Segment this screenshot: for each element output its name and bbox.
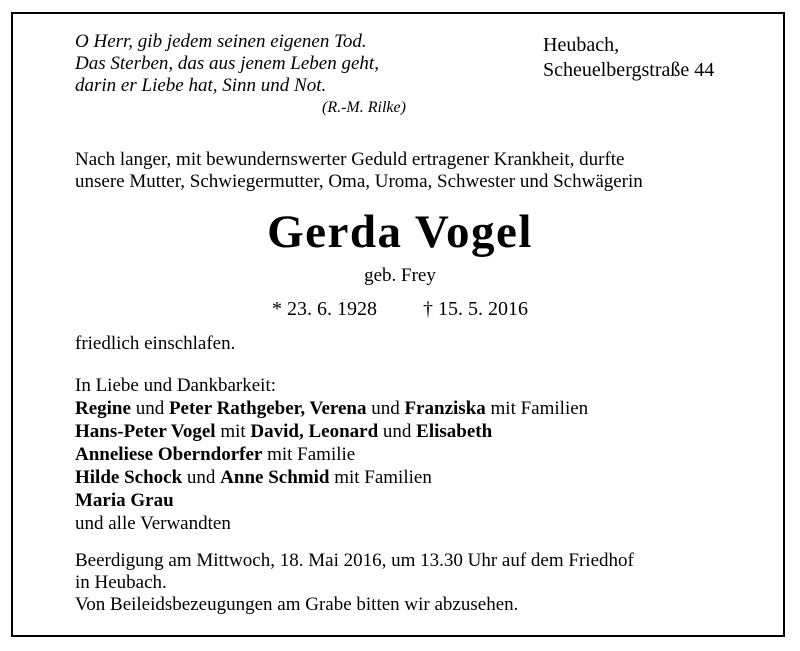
poem-line: Das Sterben, das aus jenem Leben geht,: [75, 53, 379, 74]
birth-date: * 23. 6. 1928: [272, 298, 377, 320]
closing-text: friedlich einschlafen.: [75, 333, 236, 354]
funeral-line: Von Beileidsbezeugungen am Grabe bitten wir abzusehen.: [75, 594, 519, 615]
poem-author: (R.-M. Rilke): [322, 99, 406, 116]
address-street: Scheuelbergstraße 44: [543, 59, 715, 81]
funeral-info: [75, 550, 634, 616]
mourner-line: Regine und Peter Rathgeber, Verena und Franziska mit Familien: [75, 398, 589, 419]
address: [543, 33, 714, 83]
maiden-name: geb. Frey: [364, 265, 436, 286]
mourner-line: Anneliese Oberndorfer mit Familie: [75, 444, 356, 465]
mourner-line: Hilde Schock und Anne Schmid mit Familien: [75, 467, 432, 488]
funeral-line: in Heubach.: [75, 572, 167, 593]
poem: [75, 31, 379, 97]
mourner-line: Hans-Peter Vogel mit David, Leonard und Elisabeth: [75, 421, 493, 442]
mourner-line: Maria Grau: [75, 490, 174, 511]
death-date: † 15. 5. 2016: [423, 298, 528, 320]
mourner-line: und alle Verwandten: [75, 513, 231, 534]
life-dates: [0, 298, 800, 321]
intro-text: [75, 149, 643, 193]
mourners-heading: In Liebe und Dankbarkeit:: [75, 375, 277, 396]
deceased-name: Gerda Vogel: [267, 206, 533, 258]
mourners-list: [75, 374, 588, 535]
funeral-line: Beerdigung am Mittwoch, 18. Mai 2016, um 13.30 Uhr auf dem Friedhof: [75, 550, 634, 571]
poem-line: O Herr, gib jedem seinen eigenen Tod.: [75, 31, 367, 52]
address-city: Heubach,: [543, 34, 620, 56]
intro-line: Nach langer, mit bewundernswerter Geduld ertragener Krankheit, durfte: [75, 149, 625, 170]
poem-line: darin er Liebe hat, Sinn und Not.: [75, 75, 327, 96]
intro-line: unsere Mutter, Schwiegermutter, Oma, Uroma, Schwester und Schwägerin: [75, 171, 643, 192]
